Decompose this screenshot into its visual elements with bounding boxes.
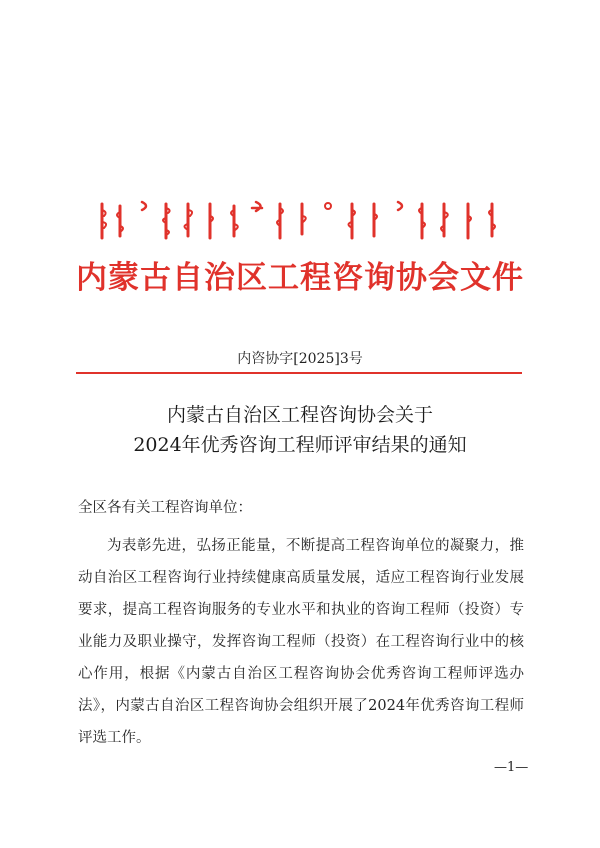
organization-title: 内蒙古自治区工程咨询协会文件 — [76, 260, 524, 296]
notice-title-line-1: 内蒙古自治区工程咨询协会关于 — [166, 404, 433, 426]
document-number: 内咨协字[2025]3号 — [237, 351, 363, 367]
salutation: 全区各有关工程咨询单位： — [78, 500, 252, 516]
notice-title — [0, 400, 600, 460]
mongolian-script-header — [96, 196, 506, 246]
page-number: —1— — [494, 760, 529, 775]
body-paragraph: 为表彰先进，弘扬正能量，不断提高工程咨询单位的凝聚力，推动自治区工程咨询行业持续健康高质量发展，适应工程咨询行业发展要求，提高工程咨询服务的专业水平和执业的咨询工程师（投资）专业能力及职业操守，发挥咨询工程师（投资）在工程咨询行业中的核心作用，根据《内蒙古自治区工程咨询协会优秀咨询工程师评选办法》，内蒙古自治区工程咨询协会组织开展了2024年优秀咨询工程师评选工作。 — [78, 538, 524, 746]
notice-title-line-2: 2024年优秀咨询工程师评审结果的通知 — [133, 434, 467, 456]
red-divider-rule — [76, 372, 522, 374]
